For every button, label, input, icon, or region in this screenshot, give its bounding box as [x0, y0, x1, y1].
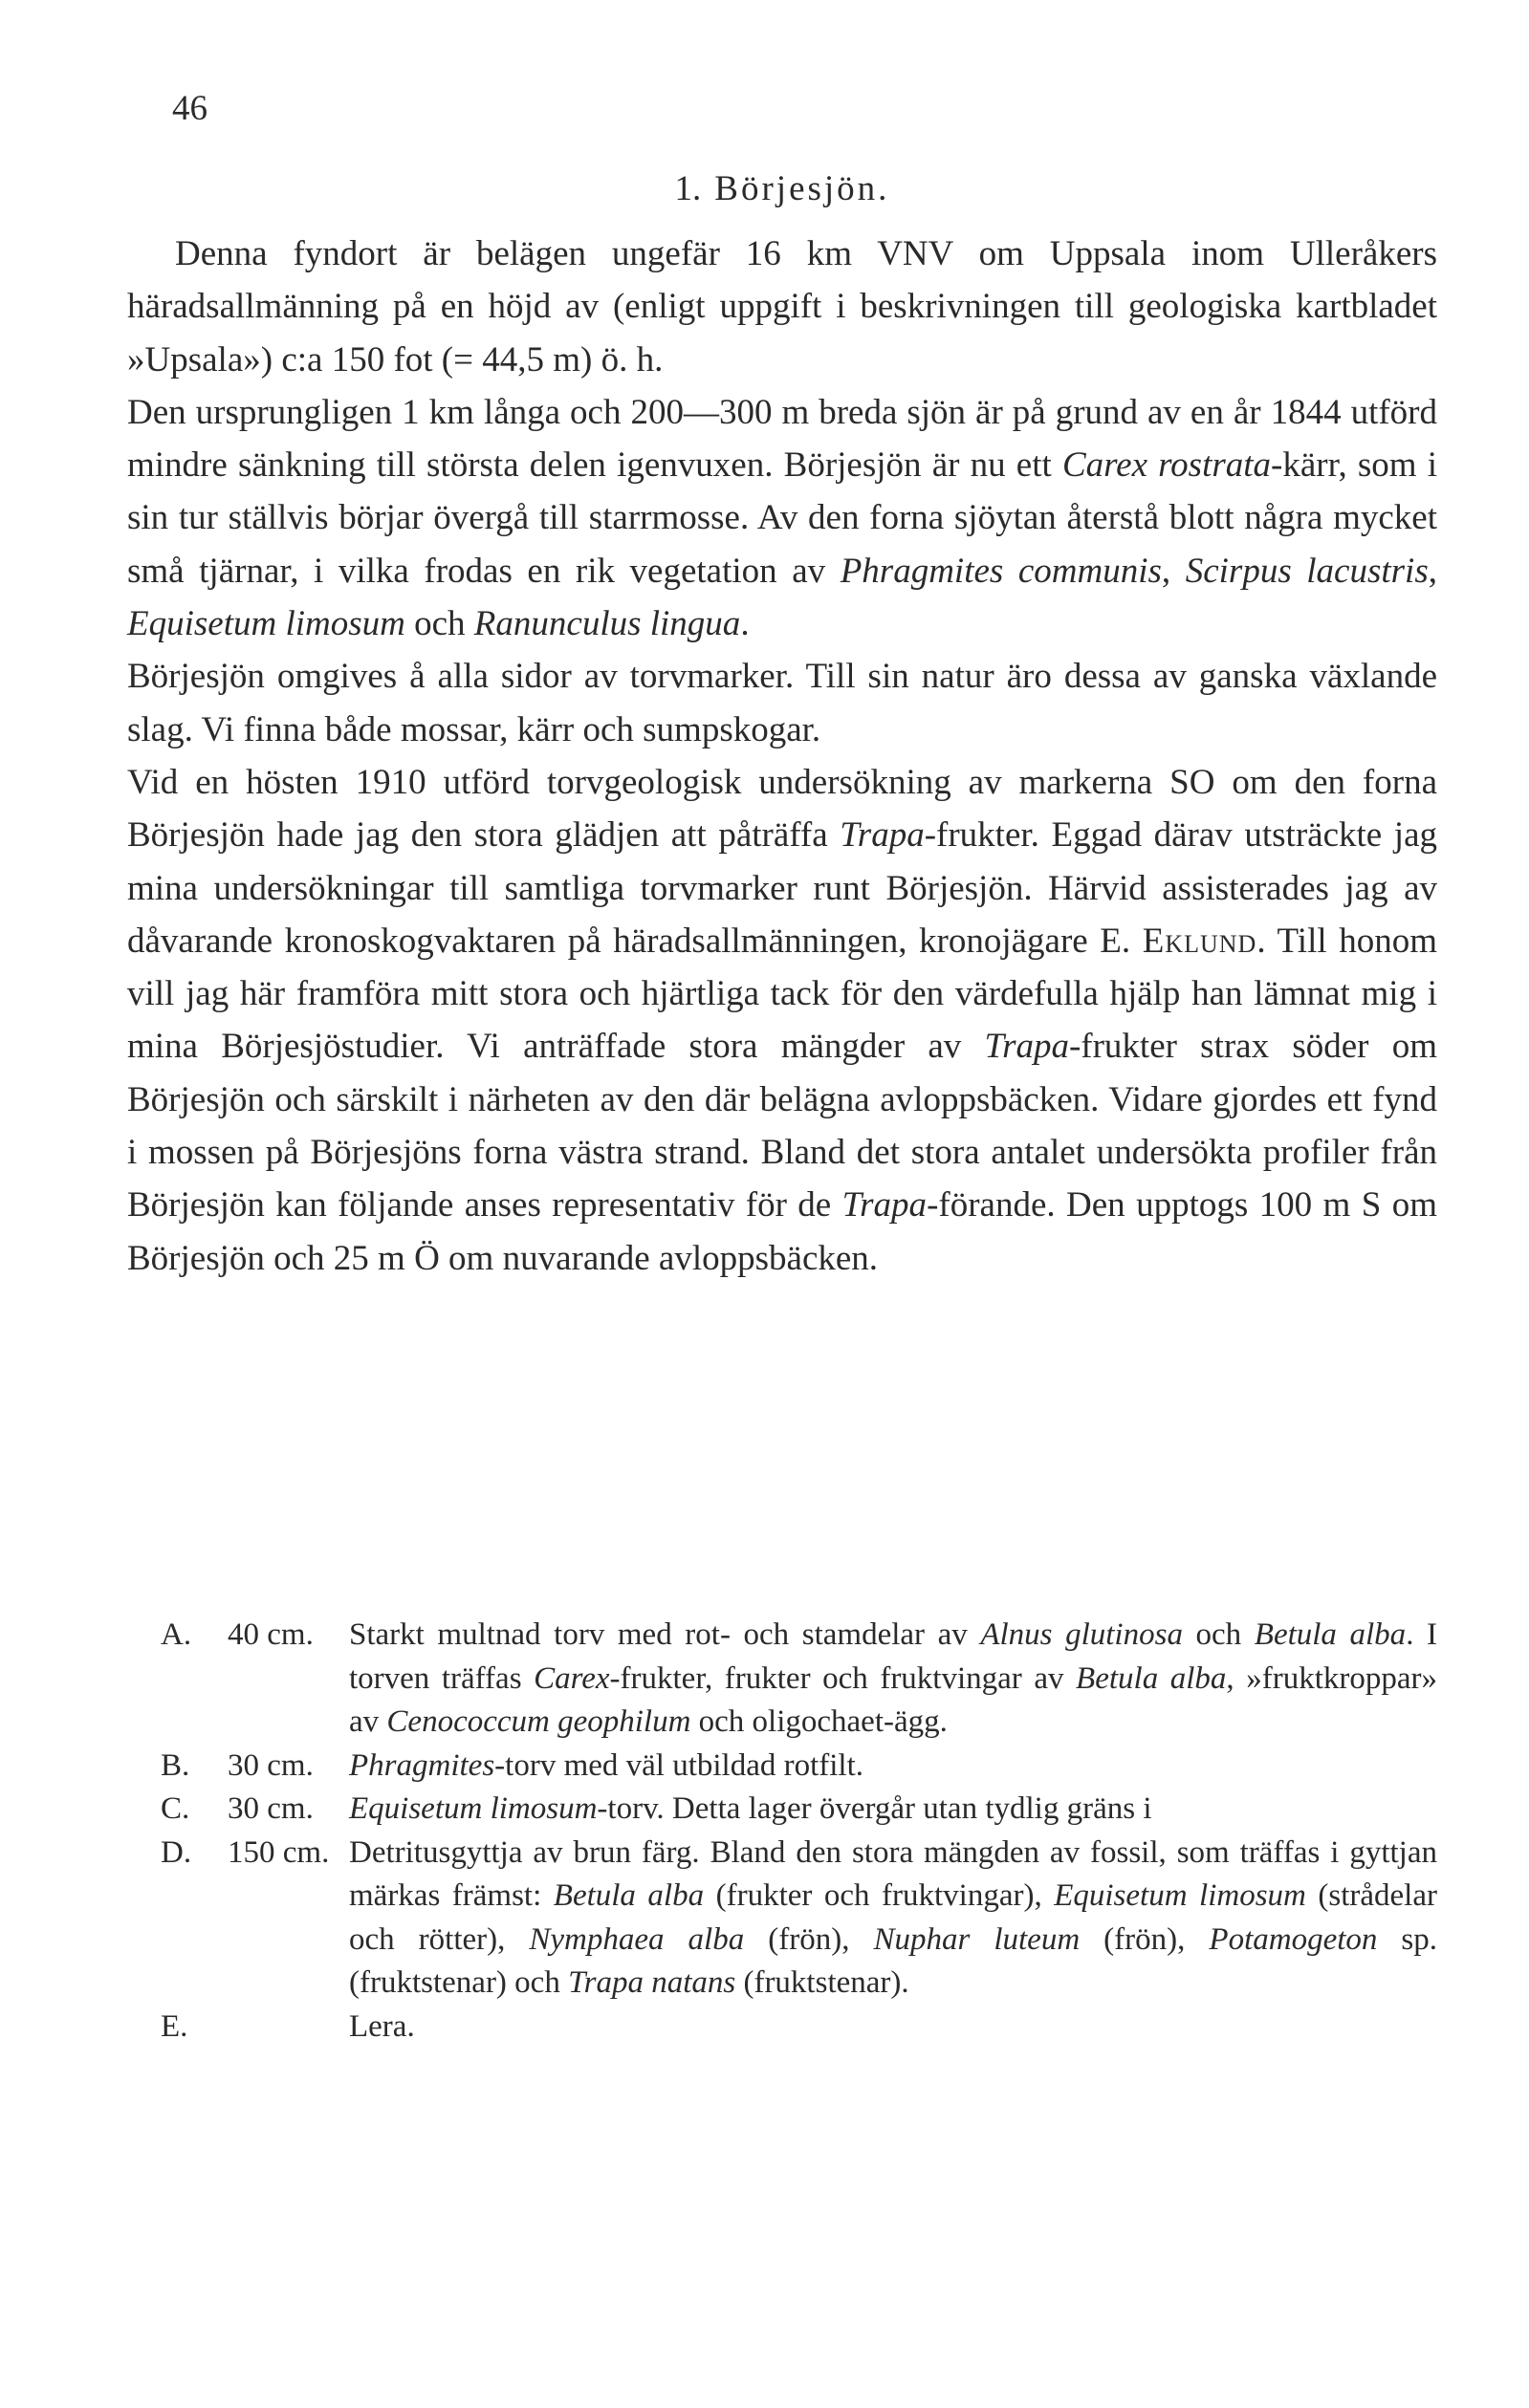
text-run: ,: [1428, 551, 1437, 591]
section-title: Börjesjön.: [714, 169, 890, 208]
text-run: Lera.: [349, 2008, 415, 2044]
italic-term: Equisetum limosum: [127, 604, 405, 644]
text-run: (strådelar och rötter),: [349, 1878, 1437, 1957]
profile-layer: [161, 1745, 1437, 1789]
layer-label: D.: [161, 1834, 192, 1870]
italic-term: Phragmites communis: [840, 551, 1162, 591]
paragraph: [127, 650, 1437, 756]
text-run: Starkt multnad torv med rot- och stamdelar av: [349, 1617, 981, 1652]
layer-label: E.: [161, 2008, 188, 2044]
profile-layer: [161, 2006, 1437, 2050]
italic-term: Trapa natans: [568, 1965, 736, 2000]
text-run: och: [1182, 1617, 1255, 1652]
layer-label: B.: [161, 1747, 190, 1783]
text-run: -förande. Den upptogs 100 m S om Börjesjön och 25 m Ö om nuvarande avloppsbäcken.: [127, 1185, 1437, 1278]
paragraph: [127, 228, 1437, 386]
text-run: (frukter och fruktvingar),: [704, 1878, 1055, 1913]
text-run: Börjesjön omgives å alla sidor av torvmarker. Till sin natur äro dessa av ganska växlande slag. Vi finna både mossar, kärr och sumpskogar.: [127, 657, 1437, 749]
italic-term: Trapa: [984, 1027, 1069, 1067]
text-run: . I torven träffas: [349, 1617, 1438, 1696]
profile-list: [161, 1614, 1437, 2049]
italic-term: Trapa: [840, 815, 925, 856]
paragraph: [127, 386, 1437, 650]
italic-term: Carex: [534, 1660, 610, 1696]
text-run: Denna fyndort är belägen ungefär 16 km VNV om Uppsala inom Ulleråkers häradsallmänning på en höjd av (enligt uppgift i beskrivningen till geologiska kartbladet »Upsala») c:a 150 fot (= 44,5 m) ö. h.: [127, 234, 1437, 380]
text-run: och: [404, 604, 474, 644]
layer-description: [349, 1745, 1437, 1789]
text-run: Vid en hösten 1910 utförd torvgeologisk undersökning av markerna SO om den forna Börjesjön hade jag den stora glädjen att påträffa: [127, 762, 1437, 856]
text-run: -frukter, frukter och fruktvingar av: [609, 1660, 1077, 1696]
text-run: -torv. Detta lager övergår utan tydlig gräns i: [597, 1791, 1152, 1826]
section-number: 1.: [674, 169, 702, 208]
italic-term: Betula alba: [1076, 1660, 1227, 1696]
profile-layer: [161, 1788, 1437, 1832]
italic-term: Equisetum limosum: [349, 1791, 598, 1826]
italic-term: Nuphar luteum: [873, 1921, 1081, 1957]
text-run: -kärr, som i sin tur ställvis börjar övergå till starrmosse. Av den forna sjöytan återstå blott några mycket små tjärnar, i vilka frodas en rik vegetation av: [127, 445, 1437, 591]
text-run: . Till honom vill jag här framföra mitt stora och hjärtliga tack för den värdefulla hjälp han lämnat mig i mina Börjesjöstudier. Vi anträffade stora mängder av: [127, 921, 1437, 1067]
text-run: -frukter. Eggad därav utsträckte jag mina undersökningar till samtliga torvmarker runt Börjesjön. Härvid assisterades jag av dåvarande kronoskogvaktaren på häradsallmänningen, kronojägare E.: [127, 815, 1437, 961]
layer-description: [349, 1832, 1437, 2006]
layer-depth: 30 cm.: [228, 1791, 314, 1826]
text-run: -torv med väl utbildad rotfilt.: [494, 1747, 864, 1783]
layer-description: [349, 1788, 1437, 1832]
italic-term: Scirpus lacustris: [1185, 551, 1429, 591]
paragraph: [127, 756, 1437, 1285]
profile-layer: [161, 1832, 1437, 2006]
text-run: (fruktstenar).: [735, 1965, 909, 2000]
text-run: Den ursprungligen 1 km långa och 200—300 m breda sjön är på grund av en år 1844 utförd mindre sänkning till största delen igenvuxen. Börjesjön är nu ett: [127, 392, 1437, 486]
layer-label: C.: [161, 1791, 190, 1826]
text-run: och oligochaet-ägg.: [690, 1704, 948, 1739]
text-run: .: [740, 604, 750, 644]
text-run: (frön),: [1080, 1921, 1210, 1957]
body-text: [127, 228, 1437, 1285]
page-number: 46: [172, 89, 208, 128]
text-run: -frukter strax söder om Börjesjön och särskilt i närheten av den där belägna avloppsbäcken. Vidare gjordes ett fynd i mossen på Börjesjöns forna västra strand. Bland det stora antalet undersökta profiler från Börjesjön kan följande anses representativ för de: [127, 1027, 1437, 1226]
section-heading: [127, 168, 1437, 209]
profile-layer: [161, 1614, 1437, 1745]
text-run: ,: [1161, 551, 1186, 591]
italic-term: Betula alba: [1254, 1617, 1407, 1652]
text-run: sp. (fruktstenar) och: [349, 1921, 1437, 2000]
italic-term: Alnus glutinosa: [980, 1617, 1183, 1652]
italic-term: Ranunculus lingua: [473, 604, 741, 644]
italic-term: Trapa: [841, 1185, 928, 1226]
layer-depth: 150 cm.: [228, 1834, 330, 1870]
text-run: Detritusgyttja av brun färg. Bland den stora mängden av fossil, som träffas i gyttjan märkas främst:: [349, 1834, 1437, 1913]
layer-depth: 40 cm.: [228, 1617, 314, 1652]
italic-term: Potamogeton: [1209, 1921, 1378, 1957]
italic-term: Nymphaea alba: [529, 1921, 745, 1957]
layer-description: [349, 2006, 1437, 2050]
italic-term: Cenococcum geophilum: [386, 1704, 691, 1739]
italic-term: Betula alba: [553, 1878, 705, 1913]
layer-label: A.: [161, 1617, 192, 1652]
italic-term: Phragmites: [349, 1747, 495, 1783]
italic-term: Equisetum limosum: [1054, 1878, 1306, 1913]
text-run: , »fruktkroppar» av: [349, 1660, 1437, 1739]
layer-depth: 30 cm.: [228, 1747, 314, 1783]
text-run: (frön),: [744, 1921, 874, 1957]
author-name: Eklund: [1142, 921, 1257, 961]
layer-description: [349, 1614, 1437, 1745]
italic-term: Carex rostrata: [1061, 445, 1272, 486]
